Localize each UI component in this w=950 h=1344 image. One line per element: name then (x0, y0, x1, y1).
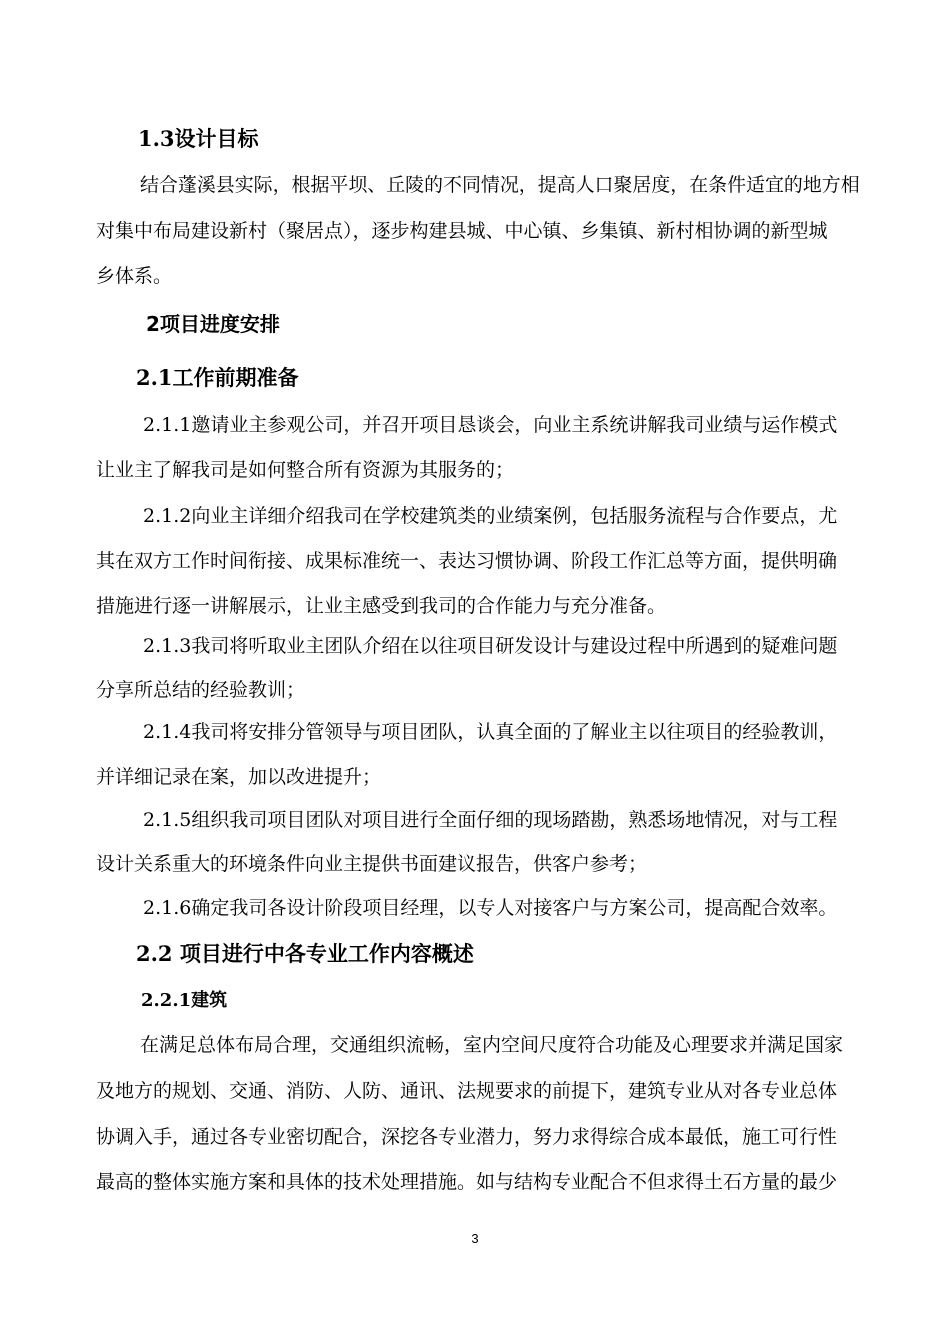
paragraph-line: 其在双方工作时间衔接、成果标准统一、表达习惯协调、阶段工作汇总等方面，提供明确 (96, 550, 838, 572)
paragraph-line: 2.1.6确定我司各设计阶段项目经理，以专人对接客户与方案公司，提高配合效率。 (143, 897, 838, 919)
paragraph-line: 2.1.5组织我司项目团队对项目进行全面仔细的现场踏勘，熟悉场地情况，对与工程 (143, 809, 838, 831)
section-2-heading: 2项目进度安排 (146, 312, 280, 336)
paragraph-line: 并详细记录在案，加以改进提升； (96, 766, 382, 788)
section-2-2-heading: 2.2 项目进行中各专业工作内容概述 (136, 941, 474, 966)
paragraph-line: 分享所总结的经验教训； (96, 679, 306, 701)
paragraph-line: 让业主了解我司是如何整合所有资源为其服务的； (96, 459, 515, 481)
paragraph-line: 协调入手，通过各专业密切配合，深挖各专业潜力，努力求得综合成本最低，施工可行性 (96, 1126, 838, 1148)
section-2-1-heading: 2.1工作前期准备 (136, 365, 299, 390)
section-2-2-1-heading: 2.2.1建筑 (141, 990, 228, 1011)
paragraph-line: 乡体系。 (96, 265, 173, 287)
paragraph-line: 2.1.3我司将听取业主团队介绍在以往项目研发设计与建设过程中所遇到的疑难问题 (143, 635, 838, 657)
paragraph-line: 在满足总体布局合理，交通组织流畅，室内空间尺度符合功能及心理要求并满足国家 (140, 1034, 844, 1056)
paragraph-line: 2.1.4我司将安排分管领导与项目团队，认真全面的了解业主以往项目的经验教训， (143, 721, 838, 743)
paragraph-line: 措施进行逐一讲解展示，让业主感受到我司的合作能力与充分准备。 (96, 595, 667, 617)
paragraph-line: 对集中布局建设新村（聚居点），逐步构建县城、中心镇、乡集镇、新村相协调的新型城 (96, 220, 828, 242)
paragraph-line: 2.1.1邀请业主参观公司，并召开项目恳谈会，向业主系统讲解我司业绩与运作模式 (143, 414, 838, 436)
paragraph-line: 及地方的规划、交通、消防、人防、通讯、法规要求的前提下，建筑专业从对各专业总体 (96, 1080, 838, 1102)
section-1-3-heading: 1.3设计目标 (138, 126, 259, 151)
page-number: 3 (471, 1231, 479, 1246)
paragraph-line: 2.1.2向业主详细介绍我司在学校建筑类的业绩案例，包括服务流程与合作要点，尤 (143, 505, 838, 527)
paragraph-line: 最高的整体实施方案和具体的技术处理措施。如与结构专业配合不但求得土石方量的最少 (96, 1171, 838, 1193)
paragraph-line: 设计关系重大的环境条件向业主提供书面建议报告，供客户参考； (96, 853, 648, 875)
paragraph-line: 结合蓬溪县实际，根据平坝、丘陵的不同情况，提高人口聚居度，在条件适宜的地方相 (140, 174, 860, 196)
